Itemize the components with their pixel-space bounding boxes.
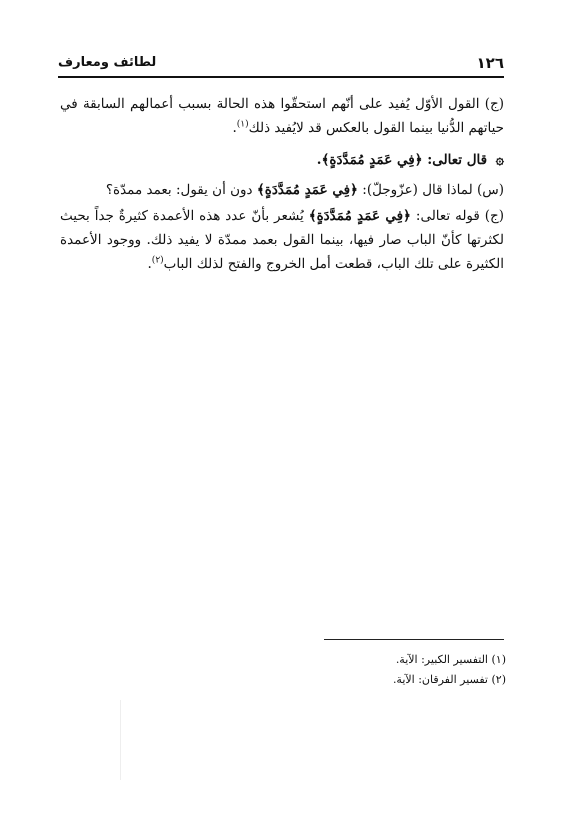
footnote-ref-1[interactable]: (١) — [236, 119, 249, 130]
question-paragraph — [60, 178, 504, 202]
question-verse: ﴿فِي عَمَدٍ مُمَدَّدَةٍ﴾ — [256, 182, 358, 198]
page-number: ١٢٦ — [476, 54, 504, 72]
footnote-1: (١) التفسير الكبير: الآية. — [395, 653, 506, 666]
question-suffix: دون أن يقول: بعمد ممدّة؟ — [105, 182, 253, 198]
answer-2-end: . — [147, 256, 152, 272]
scan-margin-mark — [120, 700, 121, 780]
page-header — [58, 54, 504, 76]
heading-end: . — [316, 152, 322, 168]
answer-paragraph-2 — [60, 204, 504, 276]
answer-1-text: (ج) القول الأوّل يُفيد على أنّهم استحقّوا هذه الحالة بسبب أعمالهم السابقة في حياتهم الدُّنيا بينما القول بالعكس قد لايُفيد ذلك — [60, 96, 504, 136]
answer-paragraph-1 — [60, 92, 504, 140]
footnote-2: (٢) تفسير الفرقان: الآية. — [392, 673, 506, 686]
answer-2-prefix: (ج) قوله تعالى: — [415, 208, 505, 224]
main-text — [60, 92, 504, 278]
footnotes — [300, 650, 506, 690]
header-rule — [58, 76, 504, 78]
footnote-ref-2[interactable]: (٢) — [151, 255, 164, 266]
answer-2-verse: ﴿فِي عَمَدٍ مُمَدَّدَةٍ﴾ — [308, 208, 411, 224]
footnote-separator — [324, 639, 504, 640]
question-prefix: (س) لماذا قال (عزّوجلّ): — [362, 182, 504, 198]
heading-prefix: قال تعالى: — [427, 152, 488, 168]
running-title: لطائف ومعارف — [58, 55, 157, 70]
answer-2-text: يُشعر بأنّ عدد هذه الأعمدة كثيرةٌ جداً بحيث لكثرتها كأنّ الباب صار فيها، بينما القول بعمد ممدّة لا يفيد ذلك. ووجود الأعمدة الكثيرة على تلك الباب، قطعت أمل الخروج والفتح لذلك الباب — [60, 208, 504, 272]
answer-1-end: . — [232, 120, 237, 136]
heading-verse: ﴿فِي عَمَدٍ مُمَدَّدَةٍ﴾ — [321, 152, 423, 168]
verse-heading — [60, 148, 504, 172]
ornament-icon: ۞ — [495, 152, 504, 168]
